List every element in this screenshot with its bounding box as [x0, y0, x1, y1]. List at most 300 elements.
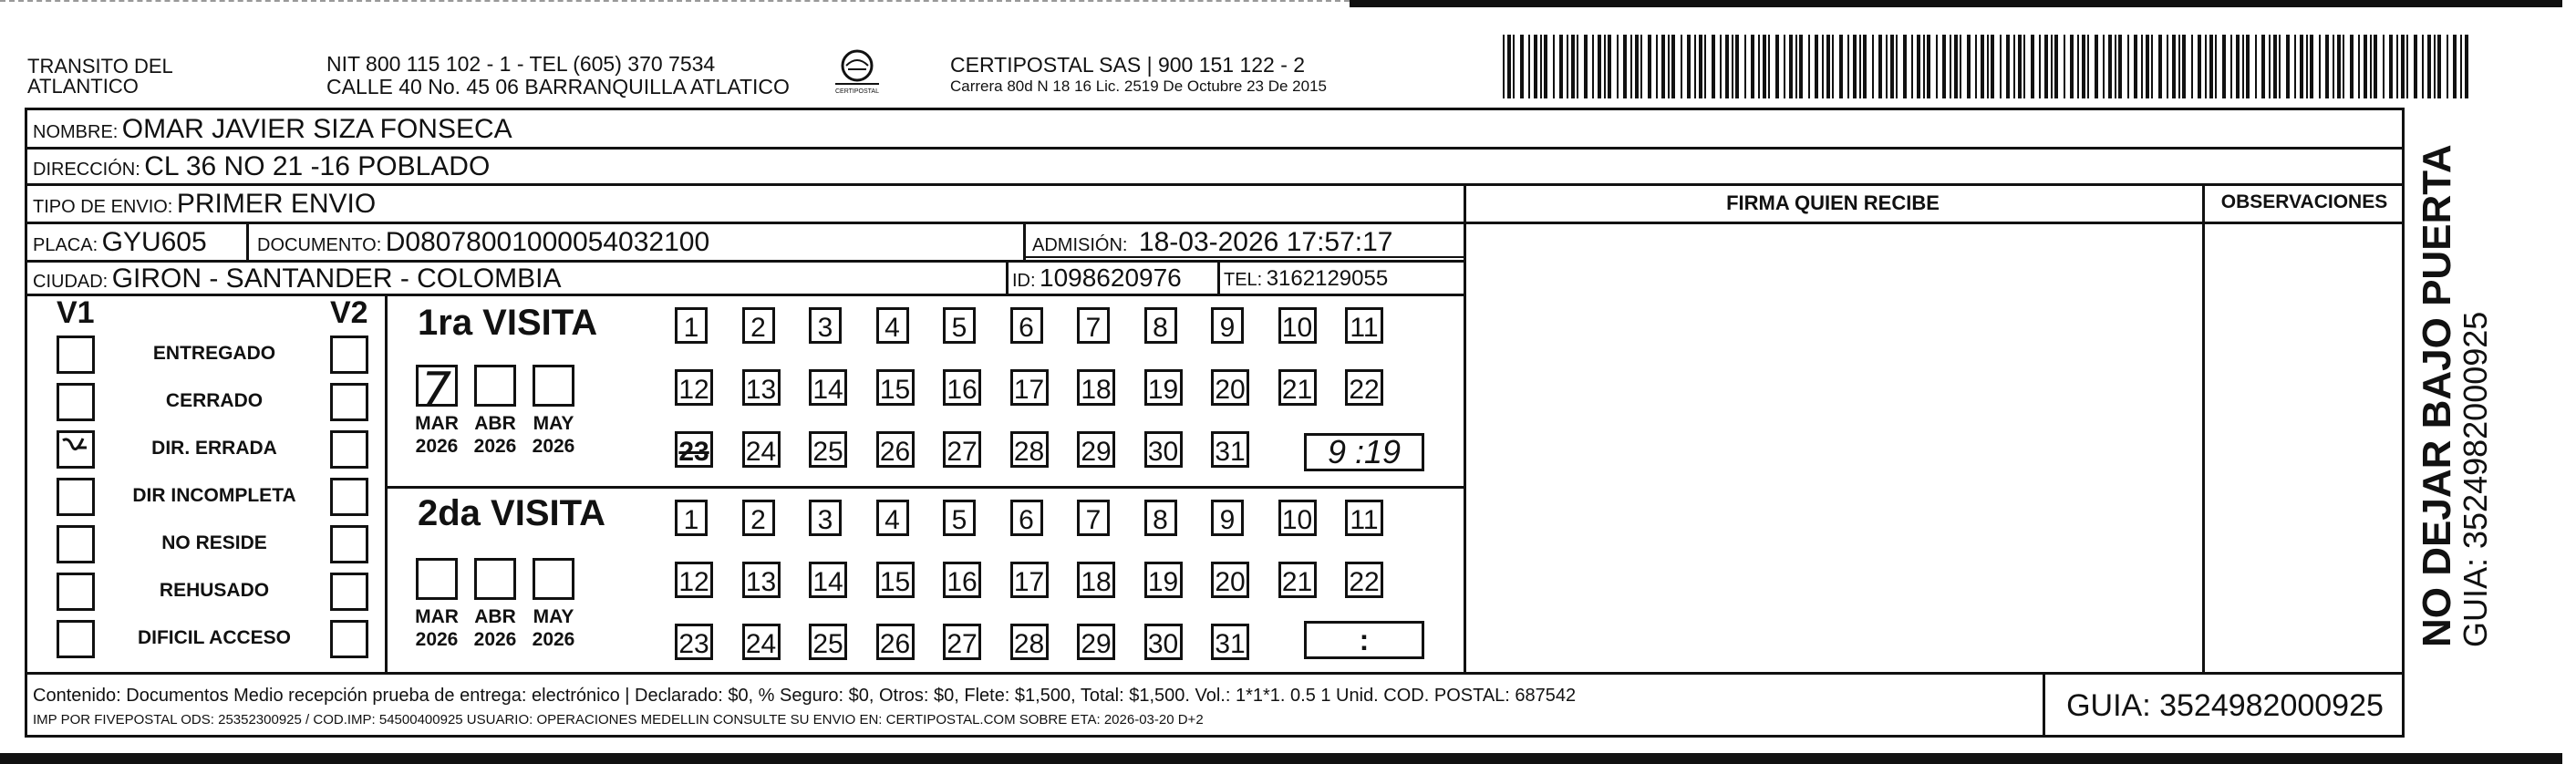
top-edge-dashes [0, 0, 1350, 5]
barcode-bar [1960, 35, 1961, 98]
day-box[interactable]: 26 [876, 624, 915, 660]
day-box[interactable]: 16 [943, 562, 981, 598]
day-box[interactable]: 28 [1010, 431, 1049, 468]
col-visits-sep [385, 294, 388, 672]
day-box[interactable]: 10 [1278, 307, 1317, 344]
day-box[interactable]: 24 [742, 431, 781, 468]
barcode-bar [2000, 35, 2002, 98]
barcode-bar [1699, 35, 1702, 98]
documento-value: D08078001000054032100 [385, 227, 710, 257]
day-box[interactable]: 11 [1345, 500, 1383, 536]
ciudad-value: GIRON - SANTANDER - COLOMBIA [111, 263, 562, 294]
id-label: ID: [1012, 271, 1036, 291]
barcode-bar [2427, 35, 2431, 98]
year-label: 2026 [415, 629, 459, 650]
barcode-bar [2310, 35, 2313, 98]
first-visit-title: 1ra VISITA [418, 303, 598, 343]
tel-value: 3162129055 [1266, 266, 1389, 291]
month-checkbox[interactable] [533, 558, 574, 600]
barcode-bar [1608, 35, 1611, 98]
barcode-bar [1896, 35, 1898, 98]
day-box[interactable]: 31 [1211, 624, 1249, 660]
day-box[interactable]: 2 [742, 307, 775, 344]
courier-info [950, 53, 1327, 97]
reason-label: REHUSADO [159, 580, 270, 601]
barcode-bar [2044, 35, 2048, 98]
day-box[interactable]: 19 [1144, 369, 1183, 406]
v2-checkbox[interactable] [330, 383, 368, 421]
barcode-bar [1571, 35, 1575, 98]
guia-footer: GUIA: 3524982000925 [2066, 688, 2384, 723]
month-label: ABR [474, 606, 516, 627]
month-label: MAY [533, 606, 574, 627]
barcode-bar [1890, 35, 1894, 98]
ciudad-label: CIUDAD: [33, 272, 109, 292]
v1-checkbox[interactable] [57, 573, 95, 611]
admision-label: ADMISIÓN: [1032, 235, 1128, 255]
barcode-bar [2447, 35, 2448, 98]
barcode-bar [2300, 35, 2303, 98]
barcode-bar [1832, 35, 1834, 98]
barcode-bar [1936, 35, 1938, 98]
barcode-bar [2343, 35, 2344, 98]
check-mark-icon [59, 433, 92, 466]
barcode-bar [1942, 35, 1946, 98]
v1-checkbox[interactable] [57, 525, 95, 563]
side-text [2416, 144, 2493, 647]
documento-cell [257, 227, 709, 258]
tipo-value: PRIMER ENVIO [176, 189, 377, 219]
day-box[interactable]: 22 [1345, 369, 1383, 406]
col-id-sep [1006, 260, 1009, 294]
barcode-bar [2209, 35, 2213, 98]
barcode-bar [2333, 35, 2334, 98]
barcode-bar [1853, 35, 1857, 98]
barcode-bar [2286, 35, 2290, 98]
day-box[interactable]: 8 [1144, 500, 1177, 536]
month-caption [467, 605, 523, 651]
month-label: MAY [533, 413, 574, 434]
barcode-bar [1635, 35, 1639, 98]
barcode-bar [1668, 35, 1670, 98]
day-box[interactable]: 2 [742, 500, 775, 536]
barcode-bar [2222, 35, 2226, 98]
barcode-bar [1975, 35, 1977, 98]
barcode-bar [2018, 35, 2022, 98]
day-box[interactable]: 1 [675, 500, 708, 536]
second-visit-title: 2da VISITA [418, 493, 605, 533]
admision-value: 18-03-2026 17:57:17 [1138, 227, 1393, 257]
barcode-bar [2095, 35, 2098, 98]
day-box[interactable]: 9 [1211, 500, 1244, 536]
barcode-bar [2236, 35, 2240, 98]
barcode-bar [1544, 35, 1547, 98]
nombre-label: NOMBRE: [33, 122, 119, 142]
day-box[interactable]: 1 [675, 307, 708, 344]
barcode-bar [2389, 35, 2393, 98]
day-box[interactable]: 12 [675, 562, 713, 598]
logo-text: CERTIPOSTAL [835, 88, 879, 95]
barcode-bar [2031, 35, 2034, 98]
bottom-edge [0, 753, 2576, 764]
id-cell [1012, 263, 1182, 293]
barcode-bar [2070, 35, 2074, 98]
barcode-bar [2383, 35, 2385, 98]
barcode-bar [2261, 35, 2265, 98]
barcode-bar [2422, 35, 2424, 98]
day-box[interactable]: 27 [943, 624, 981, 660]
barcode-bar [1863, 35, 1867, 98]
barcode-bar [2103, 35, 2105, 98]
courier-license: Carrera 80d N 18 16 Lic. 2519 De Octubre 23 De 2015 [950, 77, 1327, 95]
placa-cell [33, 227, 207, 258]
barcode-bar [1648, 35, 1651, 98]
barcode-bar [2437, 35, 2441, 98]
day-box[interactable]: 30 [1144, 624, 1183, 660]
day-box[interactable]: 25 [809, 624, 847, 660]
col-placa-sep [246, 222, 249, 260]
row-line-3 [25, 222, 2405, 224]
day-box[interactable]: 19 [1144, 562, 1183, 598]
barcode-bar [2414, 35, 2417, 98]
barcode-bar [2215, 35, 2217, 98]
barcode-bar [2374, 35, 2377, 98]
month-label: ABR [474, 413, 516, 434]
barcode-bar [1553, 35, 1555, 98]
day-box[interactable]: 25 [809, 431, 847, 468]
v1-checkbox[interactable] [57, 478, 95, 516]
direccion-row [33, 151, 490, 182]
col-admision-sep [1023, 222, 1026, 260]
year-label: 2026 [473, 436, 517, 457]
month-checkbox[interactable] [474, 558, 516, 600]
barcode-bar [1847, 35, 1849, 98]
barcode-bar [2039, 35, 2041, 98]
reason-label: DIFICIL ACCESO [137, 627, 291, 648]
barcode-bar [2401, 35, 2405, 98]
day-box[interactable]: 29 [1077, 431, 1115, 468]
barcode-bar [2325, 35, 2329, 98]
barcode-bar [1967, 35, 1971, 98]
month-checkbox[interactable] [416, 558, 458, 600]
courier-name: CERTIPOSTAL SAS | 900 151 122 - 2 [950, 53, 1306, 77]
year-label: 2026 [532, 629, 575, 650]
barcode-bar [1503, 35, 1505, 98]
year-label: 2026 [473, 629, 517, 650]
barcode-bar [1775, 35, 1779, 98]
barcode-bar [1872, 35, 1874, 98]
day-box[interactable]: 18 [1077, 562, 1115, 598]
v2-checkbox[interactable] [330, 430, 368, 469]
barcode-bar [1826, 35, 1830, 98]
barcode-bar [2242, 35, 2244, 98]
barcode-bar [2434, 35, 2436, 98]
v2-checkbox[interactable] [330, 336, 368, 374]
reason-label: DIR INCOMPLETA [132, 485, 296, 506]
barcode-bar [2087, 35, 2089, 98]
barcode-bar [1540, 35, 1542, 98]
v2-checkbox[interactable] [330, 573, 368, 611]
day-box[interactable]: 31 [1211, 431, 1249, 468]
barcode-bar [1661, 35, 1665, 98]
day-box[interactable]: 22 [1345, 562, 1383, 598]
reason-label: CERRADO [165, 390, 264, 411]
barcode-bar [2246, 35, 2250, 98]
day-box[interactable]: 12 [675, 369, 713, 406]
placa-label: PLACA: [33, 235, 98, 255]
day-box[interactable]: 17 [1010, 562, 1049, 598]
row-line-6 [25, 672, 2405, 675]
barcode-bar [1763, 35, 1766, 98]
day-box[interactable]: 9 [1211, 307, 1244, 344]
barcode-bar [2364, 35, 2367, 98]
col-tel-sep [1217, 260, 1220, 294]
day-box[interactable]: 8 [1144, 307, 1177, 344]
nombre-value: OMAR JAVIER SIZA FONSECA [121, 114, 512, 144]
company-info [326, 53, 790, 98]
year-label: 2026 [532, 436, 575, 457]
barcode-bar [1799, 35, 1803, 98]
day-box[interactable]: 21 [1278, 369, 1317, 406]
day-box[interactable]: 30 [1144, 431, 1183, 468]
barcode-bar [1656, 35, 1658, 98]
day-box[interactable]: 27 [943, 431, 981, 468]
barcode-bar [1687, 35, 1691, 98]
barcode-bar [2294, 35, 2296, 98]
barcode-bar [1744, 35, 1746, 98]
barcode-bar [1598, 35, 1601, 98]
contenido-line: Contenido: Documentos Medio recepción prueba de entrega: electrónico | Declarado: $0, % Seguro: $0, Otros: $0, Flete: $1,500, Total: $1,500. Vol.: 1*1*1. 0.5 1 Unid. COD. POSTAL: 687542 [33, 686, 1577, 706]
barcode-bar [1822, 35, 1824, 98]
barcode-bar [2054, 35, 2058, 98]
barcode-bar [2013, 35, 2015, 98]
barcode-bar [2465, 35, 2468, 98]
barcode-bar [2198, 35, 2201, 98]
day-box[interactable]: 6 [1010, 307, 1043, 344]
tel-cell [1224, 266, 1388, 292]
ciudad-cell [33, 263, 562, 294]
tipo-row [33, 189, 376, 220]
address-line: CALLE 40 No. 45 06 BARRANQUILLA ATLATICO [326, 75, 790, 98]
barcode-bar [1903, 35, 1907, 98]
barcode-bar [2158, 35, 2162, 98]
barcode-bar [2191, 35, 2193, 98]
barcode-bar [1704, 35, 1706, 98]
day-box[interactable]: 17 [1010, 369, 1049, 406]
id-value: 1098620976 [1040, 263, 1182, 292]
barcode-bar [1623, 35, 1627, 98]
day-box[interactable]: 13 [742, 369, 781, 406]
courier-logo [832, 47, 883, 95]
month-caption [467, 412, 523, 458]
v1-checkbox[interactable] [57, 336, 95, 374]
barcode-bar [2146, 35, 2149, 98]
company-name [27, 57, 173, 97]
barcode-bar [1795, 35, 1797, 98]
day-box[interactable]: 4 [876, 500, 909, 536]
barcode-bar [2306, 35, 2308, 98]
imp-line: IMP POR FIVEPOSTAL ODS: 25352300925 / COD.IMP: 54500400925 USUARIO: OPERACIONES MEDELLIN CONSULTE SU ENVIO EN: CERTIPOSTAL.COM SOBRE ETA: 2026-03-20 D+2 [33, 712, 1204, 728]
day-box[interactable]: 15 [876, 369, 915, 406]
barcode-bar [2205, 35, 2207, 98]
day-box[interactable]: 16 [943, 369, 981, 406]
day-box[interactable]: 11 [1345, 307, 1383, 344]
barcode-bar [2350, 35, 2354, 98]
company-line-2: ATLANTICO [27, 75, 139, 98]
v1-checkbox[interactable] [57, 620, 95, 658]
barcode-bar [1604, 35, 1606, 98]
barcode-bar [2279, 35, 2281, 98]
barcode-bar [2319, 35, 2321, 98]
day-box[interactable]: 5 [943, 307, 976, 344]
direccion-label: DIRECCIÓN: [33, 160, 140, 180]
barcode-bar [1630, 35, 1632, 98]
top-edge [1350, 0, 2576, 7]
day-box[interactable]: 20 [1211, 562, 1249, 598]
barcode-bar [2134, 35, 2137, 98]
day-box[interactable]: 28 [1010, 624, 1049, 660]
barcode-bar [1950, 35, 1951, 98]
barcode-bar [1720, 35, 1722, 98]
month-caption [525, 605, 582, 651]
side-warning: NO DEJAR BAJO PUERTA [2415, 144, 2459, 647]
barcode-bar [2172, 35, 2176, 98]
reason-label: DIR. ERRADA [151, 438, 277, 459]
day-box[interactable]: 7 [1077, 307, 1110, 344]
day-box[interactable]: 21 [1278, 562, 1317, 598]
barcode-bar [1735, 35, 1739, 98]
v1-heading: V1 [57, 295, 95, 330]
barcode-bar [1923, 35, 1925, 98]
tipo-label: TIPO DE ENVIO: [33, 197, 173, 217]
month-checkbox[interactable] [474, 365, 516, 407]
right-edge [2562, 0, 2576, 764]
barcode [1503, 35, 2477, 98]
barcode-bar [2064, 35, 2065, 98]
day-box[interactable]: 20 [1211, 369, 1249, 406]
v2-checkbox[interactable] [330, 525, 368, 563]
barcode-bar [2182, 35, 2186, 98]
day-box[interactable]: 23 [675, 624, 713, 660]
month-label: MAR [415, 413, 459, 434]
day-box[interactable]: 10 [1278, 500, 1317, 536]
day-box[interactable]: 7 [1077, 500, 1110, 536]
barcode-bar [1927, 35, 1930, 98]
month-checkbox[interactable] [533, 365, 574, 407]
firma-header: FIRMA QUIEN RECIBE [1726, 191, 1940, 214]
v2-checkbox[interactable] [330, 478, 368, 516]
company-line-1: TRANSITO DEL [27, 55, 173, 77]
barcode-bar [2269, 35, 2271, 98]
barcode-bar [1640, 35, 1642, 98]
v2-checkbox[interactable] [330, 620, 368, 658]
documento-label: DOCUMENTO: [257, 235, 382, 255]
barcode-bar [1507, 35, 1511, 98]
first-time-box[interactable] [1304, 433, 1424, 471]
barcode-bar [1751, 35, 1754, 98]
direccion-value: CL 36 NO 21 -16 POBLADO [144, 151, 491, 181]
day-box[interactable]: 29 [1077, 624, 1115, 660]
day-box[interactable]: 24 [742, 624, 781, 660]
barcode-bar [1859, 35, 1861, 98]
barcode-bar [2118, 35, 2122, 98]
barcode-bar [1839, 35, 1843, 98]
barcode-bar [1534, 35, 1537, 98]
reason-label: NO RESIDE [161, 532, 267, 553]
day-box[interactable]: 26 [876, 431, 915, 468]
nombre-row [33, 114, 512, 145]
v1-checkbox[interactable] [57, 430, 95, 469]
day-box[interactable]: 14 [809, 562, 847, 598]
barcode-bar [2337, 35, 2341, 98]
month-label: MAR [415, 606, 459, 627]
barcode-bar [2460, 35, 2462, 98]
row-line-4 [25, 260, 1465, 263]
barcode-bar [1732, 35, 1733, 98]
day-box[interactable]: 5 [943, 500, 976, 536]
barcode-bar [2127, 35, 2129, 98]
side-guia: GUIA: 3524982000925 [2457, 311, 2494, 647]
day-box[interactable]: 23 [675, 431, 713, 468]
barcode-bar [1567, 35, 1568, 98]
tel-label: TEL: [1224, 270, 1263, 290]
barcode-bar [2151, 35, 2153, 98]
day-box[interactable]: 3 [809, 307, 842, 344]
barcode-bar [1808, 35, 1810, 98]
day-box[interactable]: 13 [742, 562, 781, 598]
barcode-bar [2230, 35, 2232, 98]
first-time-value: 9 :19 [1327, 433, 1402, 470]
day-box[interactable]: 3 [809, 500, 842, 536]
barcode-bar [1520, 35, 1524, 98]
barcode-bar [2396, 35, 2398, 98]
barcode-bar [2453, 35, 2457, 98]
barcode-bar [1694, 35, 1696, 98]
v2-heading: V2 [330, 295, 368, 330]
day-box[interactable]: 14 [809, 369, 847, 406]
day-box[interactable]: 18 [1077, 369, 1115, 406]
barcode-bar [2051, 35, 2053, 98]
barcode-bar [1987, 35, 1989, 98]
barcode-bar [1981, 35, 1984, 98]
barcode-bar [1815, 35, 1818, 98]
barcode-bar [1559, 35, 1563, 98]
v1-checkbox[interactable] [57, 383, 95, 421]
month-caption [525, 412, 582, 458]
barcode-bar [2273, 35, 2277, 98]
nit-line: NIT 800 115 102 - 1 - TEL (605) 370 7534 [326, 52, 716, 76]
barcode-bar [2167, 35, 2168, 98]
barcode-bar [1528, 35, 1530, 98]
barcode-bar [2358, 35, 2360, 98]
barcode-bar [2115, 35, 2116, 98]
day-box[interactable]: 6 [1010, 500, 1043, 536]
barcode-bar [2255, 35, 2257, 98]
placa-value: GYU605 [101, 227, 207, 257]
barcode-bar [2082, 35, 2085, 98]
month-caption [409, 412, 465, 458]
barcode-bar [2077, 35, 2079, 98]
admision-cell [1032, 227, 1392, 258]
barcode-bar [1725, 35, 1729, 98]
row-line-1 [25, 147, 2405, 150]
day-box[interactable]: 15 [876, 562, 915, 598]
second-time-value: : [1359, 624, 1370, 656]
second-time-box[interactable] [1304, 621, 1424, 659]
day-box[interactable]: 4 [876, 307, 909, 344]
barcode-bar [2406, 35, 2408, 98]
row-line-2 [25, 183, 2405, 186]
